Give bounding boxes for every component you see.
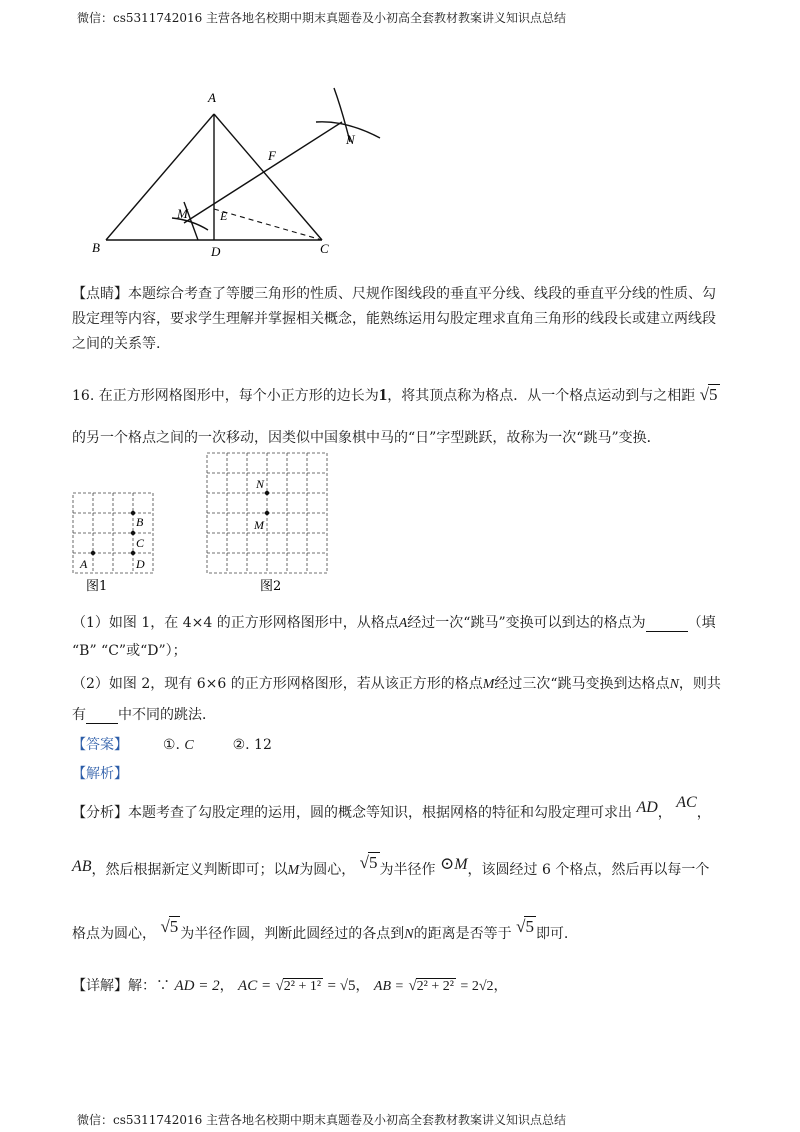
triangle-figure	[80, 80, 400, 270]
point-C	[131, 531, 135, 535]
answer-line: 【答案】 ①. C ②. 12	[72, 737, 272, 753]
fig2-label-M: M	[254, 518, 264, 532]
label-A: A	[208, 90, 216, 105]
analysis-tag: 【解析】	[72, 766, 128, 782]
fig1-caption: 图1	[86, 579, 108, 592]
question-2-line-2: 有 中不同的跳法．	[72, 707, 216, 723]
comment-block	[72, 282, 732, 357]
perpendicular-bisector-MN	[184, 122, 342, 223]
comment-line-1: 【点睛】本题综合考查了等腰三角形的性质、尺规作图线段的垂直平分线、线段的垂直平分线的性质、勾	[72, 286, 716, 302]
answer-blank-2	[86, 707, 118, 724]
side-AB	[106, 114, 214, 240]
comment-line-2: 股定理等内容，要求学生理解并掌握相关概念，能熟练运用勾股定理求直角三角形的线段长或建立两线段	[72, 311, 716, 327]
fig1-label-A: A	[80, 557, 88, 571]
answer-tag: 【答案】	[72, 737, 128, 753]
grid-figure-2	[206, 452, 336, 594]
analysis-line-2: AB，然后根据新定义判断即可；以M为圆心， √5 为半径作 ⊙M，该圆经过 6 个格点，然后再以每一个	[72, 853, 710, 878]
label-N: N	[346, 132, 355, 147]
fig1-label-C: C	[136, 536, 145, 550]
analysis-line-1: 【分析】本题考查了勾股定理的运用，圆的概念等知识，根据网格的特征和勾股定理可求出 AD， AC，	[72, 794, 711, 821]
problem16-line-2: 的另一个格点之间的一次移动，因类似中国象棋中马的“日”字型跳跃，故称为一次“跳马”变换．	[72, 430, 661, 446]
fig1-label-B: B	[136, 515, 144, 529]
question-2-line-1: （2）如图 2，现有 6×6 的正方形网格图形，若从该正方形的格点M经过三次“跳马变换到达格点N，则共	[72, 676, 721, 692]
fig2-caption: 图2	[260, 579, 282, 594]
label-B: B	[92, 240, 100, 255]
point-B	[131, 511, 135, 515]
sqrt-5: √5	[699, 385, 718, 404]
segment-EC	[214, 209, 322, 240]
comment-line-3: 之间的关系等.	[72, 336, 161, 352]
detail-line: 【详解】解：∵ AD = 2， AC = √2² + 1² = √5， AB = √2² + 2² = 2√2，	[72, 978, 508, 994]
side-AC	[214, 114, 322, 240]
label-M: M	[177, 206, 188, 221]
fig1-label-D: D	[136, 557, 145, 571]
point-A	[91, 551, 95, 555]
label-C: C	[320, 241, 329, 256]
fig2-label-N: N	[256, 477, 265, 491]
label-F: F	[268, 148, 276, 163]
label-E: E	[220, 209, 228, 223]
page-footer: 微信：cs5311742016 主营各地名校期中期末真题卷及小初高全套教材教案讲义知识点总结	[77, 1113, 567, 1127]
analysis-line-3: 格点为圆心， √5 为半径作圆，判断此圆经过的各点到N的距离是否等于 √5 即可.	[72, 917, 569, 942]
grid-figure-1	[72, 492, 162, 592]
question-1-line-2: “B” “C”或“D”）；	[72, 643, 187, 659]
point-N	[265, 491, 269, 495]
comment-tag: 【点睛】	[72, 286, 128, 302]
point-M	[265, 511, 269, 515]
question-1-line-1: （1）如图 1，在 4×4 的正方形网格图形中，从格点A经过一次“跳马”变换可以到达的格点为 （填	[72, 615, 716, 631]
label-D: D	[211, 244, 221, 259]
page-header: 微信：cs5311742016 主营各地名校期中期末真题卷及小初高全套教材教案讲义知识点总结	[77, 11, 567, 25]
answer-blank-1	[646, 615, 688, 632]
problem16-line-1: 16. 在正方形网格图形中，每个小正方形的边长为1，将其顶点称为格点．从一个格点运动到与之相距 √5	[72, 385, 718, 404]
point-D	[131, 551, 135, 555]
